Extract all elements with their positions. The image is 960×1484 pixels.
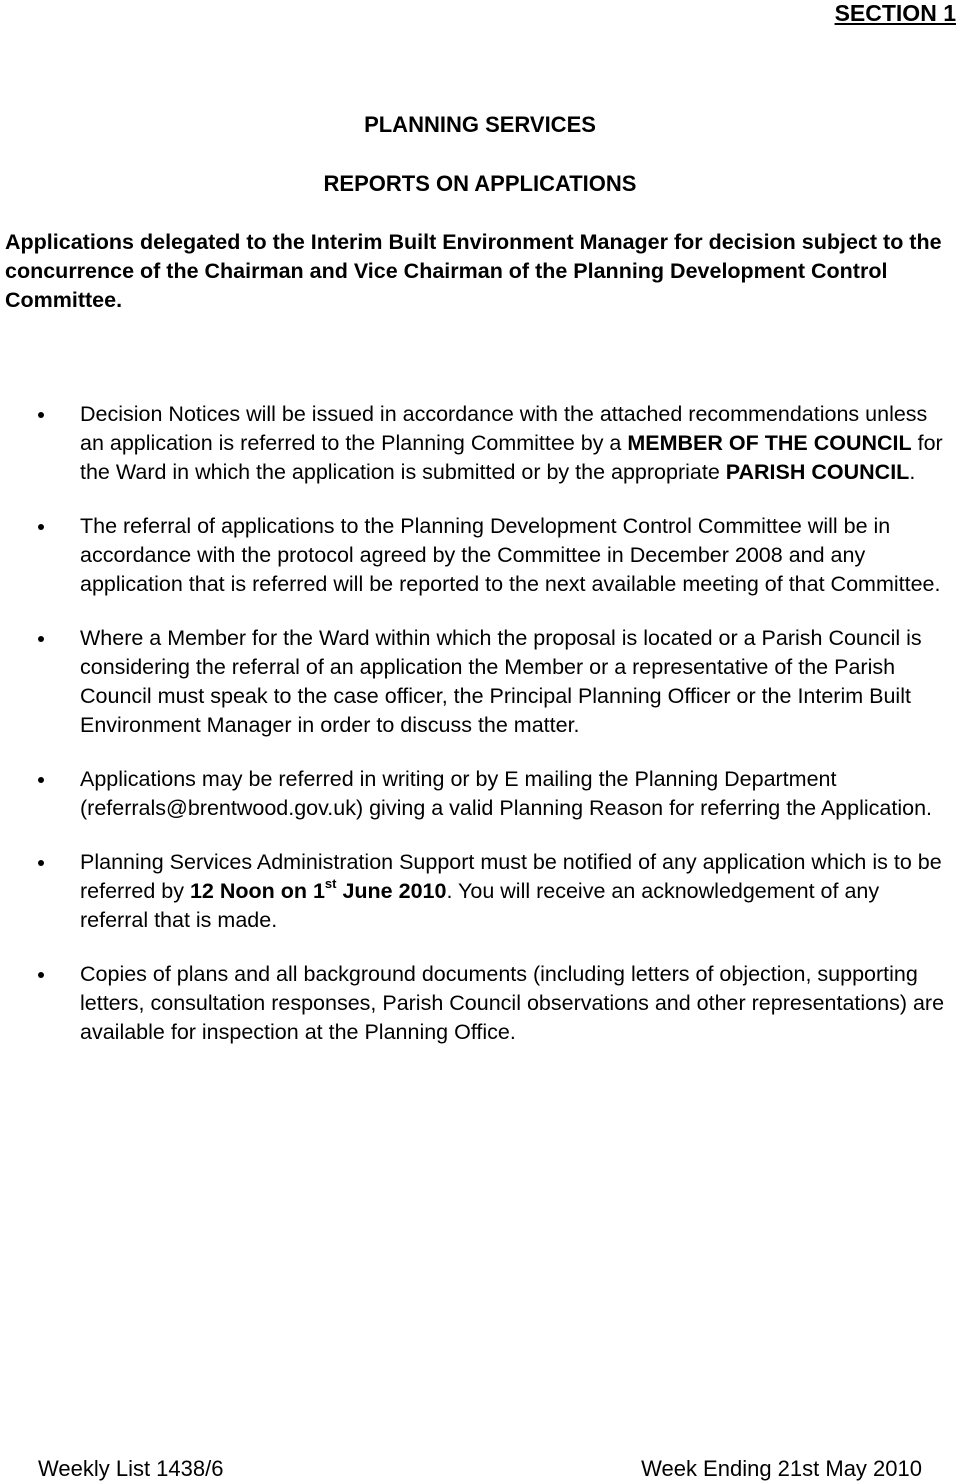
bullet-text: Where a Member for the Ward within which the proposal is located or a Parish Council is considering the referral of an application the Member or a representative of the Parish Council must speak to the case officer, the Principal Planning Officer or the Interim Built Environment Manager in order to discuss the matter. (80, 626, 922, 737)
footer-weekly-list: Weekly List 1438/6 (38, 1456, 224, 1481)
footer-week-ending: Week Ending 21st May 2010 (641, 1456, 922, 1481)
bullet-icon (38, 636, 44, 642)
bullet-icon (38, 860, 44, 866)
bullet-bold-text: PARISH COUNCIL (725, 460, 910, 484)
bullet-superscript: st (324, 875, 337, 891)
list-item (0, 960, 950, 1047)
page-title: PLANNING SERVICES (364, 112, 596, 137)
bullet-bold-text: June 2010 (336, 879, 447, 903)
list-item (0, 400, 950, 487)
bullet-text: . You will receive an acknowledgement of any referral that is made. (80, 879, 880, 932)
bullet-text: Applications may be referred in writing or by E mailing the Planning Department (referrals@brentwood.gov.uk) giving a valid Planning Reason for referring the Application. (80, 767, 933, 820)
intro-paragraph: Applications delegated to the Interim Built Environment Manager for decision subject to the concurrence of the Chairman and Vice Chairman of the Planning Development Control Committee. (5, 230, 942, 312)
bullet-icon (38, 524, 44, 530)
bullet-text: The referral of applications to the Planning Development Control Committee will be in accordance with the protocol agreed by the Committee in December 2008 and any application that is referred will be reported to the next available meeting of that Committee. (80, 514, 941, 596)
page-subtitle: REPORTS ON APPLICATIONS (323, 171, 637, 196)
bullet-text: Copies of plans and all background documents (including letters of objection, supporting letters, consultation responses, Parish Council observations and other representations) are available for inspection at the Planning Office. (80, 962, 945, 1044)
list-item (0, 624, 950, 740)
list-item (0, 512, 950, 599)
bullet-icon (38, 972, 44, 978)
list-item (0, 848, 950, 935)
bullet-icon (38, 412, 44, 418)
bullet-text: Planning Services Administration Support must be notified of any application which is to be referred by (80, 850, 942, 903)
list-item (0, 765, 950, 823)
section-label: SECTION 1 (834, 0, 956, 26)
bullet-list (0, 400, 960, 1072)
bullet-icon (38, 777, 44, 783)
bullet-text: . (909, 460, 916, 484)
bullet-bold-text: MEMBER OF THE COUNCIL (627, 431, 912, 455)
bullet-bold-text: 12 Noon on 1 (189, 879, 325, 903)
bullet-text: Decision Notices will be issued in accordance with the attached recommendations unless an application is referred to the Planning Committee by a (80, 402, 928, 455)
bullet-text: for the Ward in which the application is submitted or by the appropriate (80, 431, 943, 484)
